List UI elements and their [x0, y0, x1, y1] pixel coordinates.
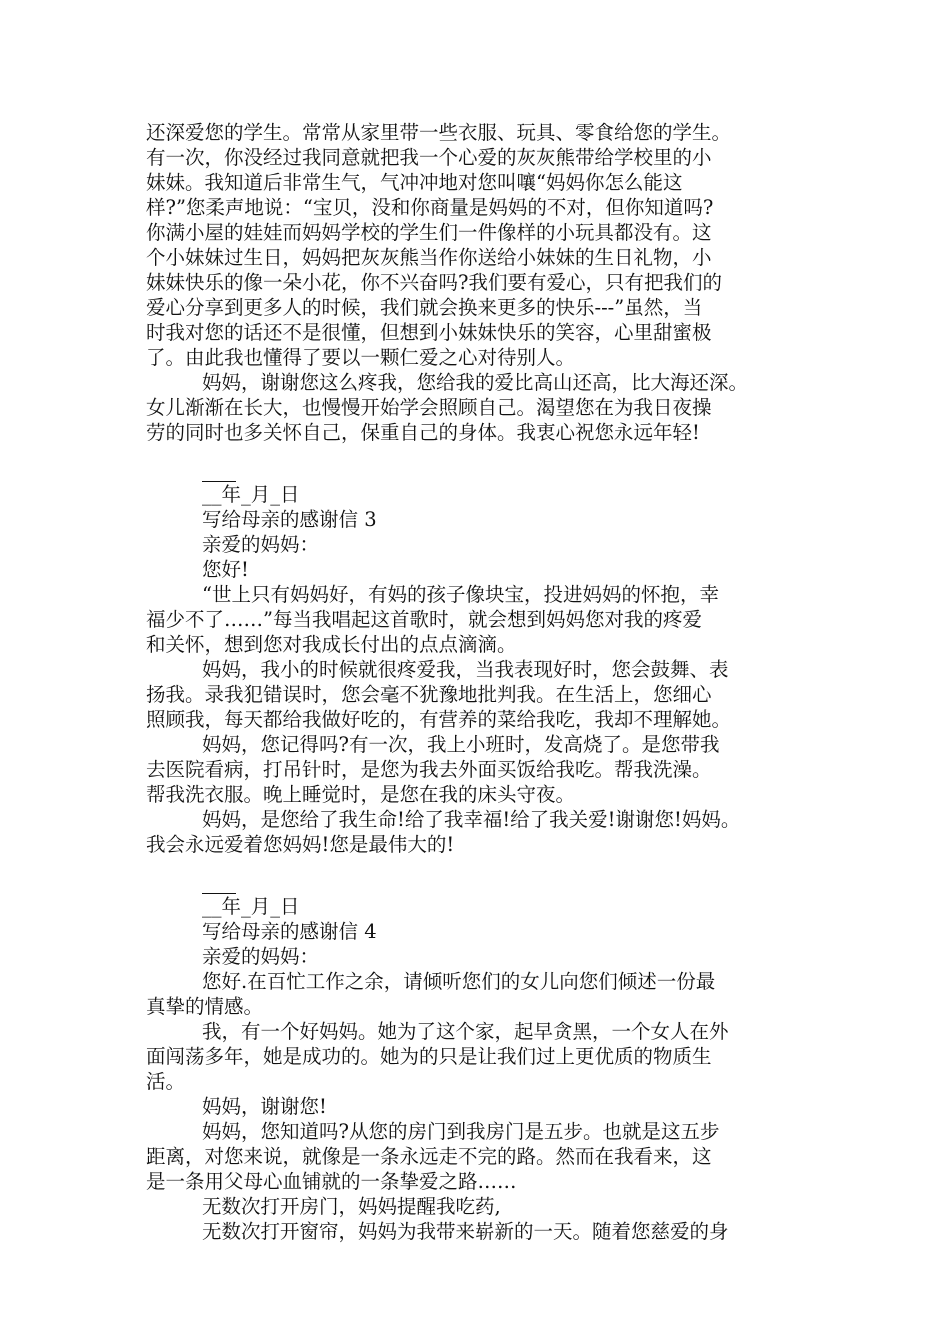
letter2-date: __年_月_日: [202, 483, 300, 506]
text-line: 去医院看病，打吊针时，是您为我去外面买饭给我吃。帮我洗澡。: [146, 758, 712, 781]
letter3-date: __年_月_日: [202, 895, 300, 918]
text-line: 妈妈，是您给了我生命!给了我幸福!给了我关爱!谢谢您!妈妈。: [202, 808, 741, 831]
letter4-paragraph-5: 无数次打开房门，妈妈提醒我吃药,: [202, 1195, 501, 1218]
letter3-paragraph-1: [146, 582, 806, 657]
text-line: 劳的同时也多关怀自己，保重自己的身体。我衷心祝您永远年轻!: [146, 421, 700, 444]
letter4-paragraph-3: 妈妈，谢谢您!: [202, 1095, 327, 1118]
text-line: 面闯荡多年，她是成功的。她为的只是让我们过上更优质的物质生: [146, 1045, 712, 1068]
blank-space: [146, 445, 806, 465]
text-line: “世上只有妈妈好，有妈的孩子像块宝，投进妈妈的怀抱，幸: [202, 583, 719, 606]
text-line: 您好.在百忙工作之余，请倾听您们的女儿向您们倾述一份最: [202, 970, 716, 993]
text-line: 妹妹快乐的像一朵小花，你不兴奋吗?我们要有爱心，只有把我们的: [146, 271, 722, 294]
text-line: 照顾我，每天都给我做好吃的，有营养的菜给我吃，我却不理解她。: [146, 708, 732, 731]
text-line: 样?”您柔声地说：“宝贝，没和你商量是妈妈的不对，但你知道吗?: [146, 196, 714, 219]
text-line: 扬我。录我犯错误时，您会毫不犹豫地批判我。在生活上，您细心: [146, 683, 712, 706]
text-line: 爱心分享到更多人的时候，我们就会换来更多的快乐---”虽然，当: [146, 296, 703, 319]
letter4-paragraph-1: [146, 969, 806, 1019]
letter2-paragraph-1: [146, 120, 806, 370]
text-line: 有一次，你没经过我同意就把我一个心爱的灰灰熊带给学校里的小: [146, 146, 712, 169]
text-line: 我，有一个好妈妈。她为了这个家，起早贪黑，一个女人在外: [202, 1020, 729, 1043]
signature-line: [202, 877, 236, 894]
letter4-paragraph-2: [146, 1019, 806, 1094]
text-line: 你满小屋的娃娃而妈妈学校的学生们一件像样的小玩具都没有。这: [146, 221, 712, 244]
text-line: 帮我洗衣服。晚上睡觉时，是您在我的床头守夜。: [146, 783, 576, 806]
text-line: 是一条用父母心血铺就的一条挚爱之路……: [146, 1170, 517, 1193]
letter2-paragraph-2: [146, 370, 806, 445]
text-line: 距离，对您来说，就像是一条永远走不完的路。然而在我看来，这: [146, 1145, 712, 1168]
letter3-title: 写给母亲的感谢信 3: [202, 508, 377, 531]
text-line: 妈妈，谢谢您这么疼我，您给我的爱比高山还高，比大海还深。: [202, 371, 749, 394]
text-line: 还深爱您的学生。常常从家里带一些衣服、玩具、零食给您的学生。: [146, 121, 732, 144]
text-line: 妈妈，您知道吗?从您的房门到我房门是五步。也就是这五步: [202, 1120, 720, 1143]
letter3-greeting: 您好!: [202, 558, 249, 581]
text-line: 个小妹妹过生日，妈妈把灰灰熊当作你送给小妹妹的生日礼物，小: [146, 246, 712, 269]
text-line: 福少不了……”每当我唱起这首歌时，就会想到妈妈您对我的疼爱: [146, 608, 702, 631]
letter4-paragraph-6: 无数次打开窗帘，妈妈为我带来崭新的一天。随着您慈爱的身: [202, 1220, 729, 1243]
letter3-paragraph-2: [146, 657, 806, 732]
text-line: 我会永远爱着您妈妈!您是最伟大的!: [146, 833, 455, 856]
letter-body: [146, 120, 806, 1244]
text-line: 了。由此我也懂得了要以一颗仁爱之心对待别人。: [146, 346, 576, 369]
text-line: 活。: [146, 1070, 186, 1093]
text-line: 妈妈，您记得吗?有一次，我上小班时，发高烧了。是您带我: [202, 733, 720, 756]
signature-line: [202, 465, 236, 482]
text-line: 和关怀，想到您对我成长付出的点点滴滴。: [146, 633, 517, 656]
text-line: 时我对您的话还不是很懂，但想到小妹妹快乐的笑容，心里甜蜜极: [146, 321, 712, 344]
letter4-salutation: 亲爱的妈妈：: [202, 945, 320, 968]
text-line: 女儿渐渐在长大，也慢慢开始学会照顾自己。渴望您在为我日夜操: [146, 396, 712, 419]
text-line: 妈妈，我小的时候就很疼爱我，当我表现好时，您会鼓舞、表: [202, 658, 729, 681]
text-line: 真挚的情感。: [146, 995, 264, 1018]
text-line: 妹妹。我知道后非常生气，气冲冲地对您叫嚷“妈妈你怎么能这: [146, 171, 683, 194]
letter3-salutation: 亲爱的妈妈：: [202, 533, 320, 556]
letter4-paragraph-4: [146, 1119, 806, 1194]
blank-space: [146, 857, 806, 877]
letter3-paragraph-3: [146, 732, 806, 807]
letter4-title: 写给母亲的感谢信 4: [202, 920, 377, 943]
letter3-paragraph-4: [146, 807, 806, 857]
